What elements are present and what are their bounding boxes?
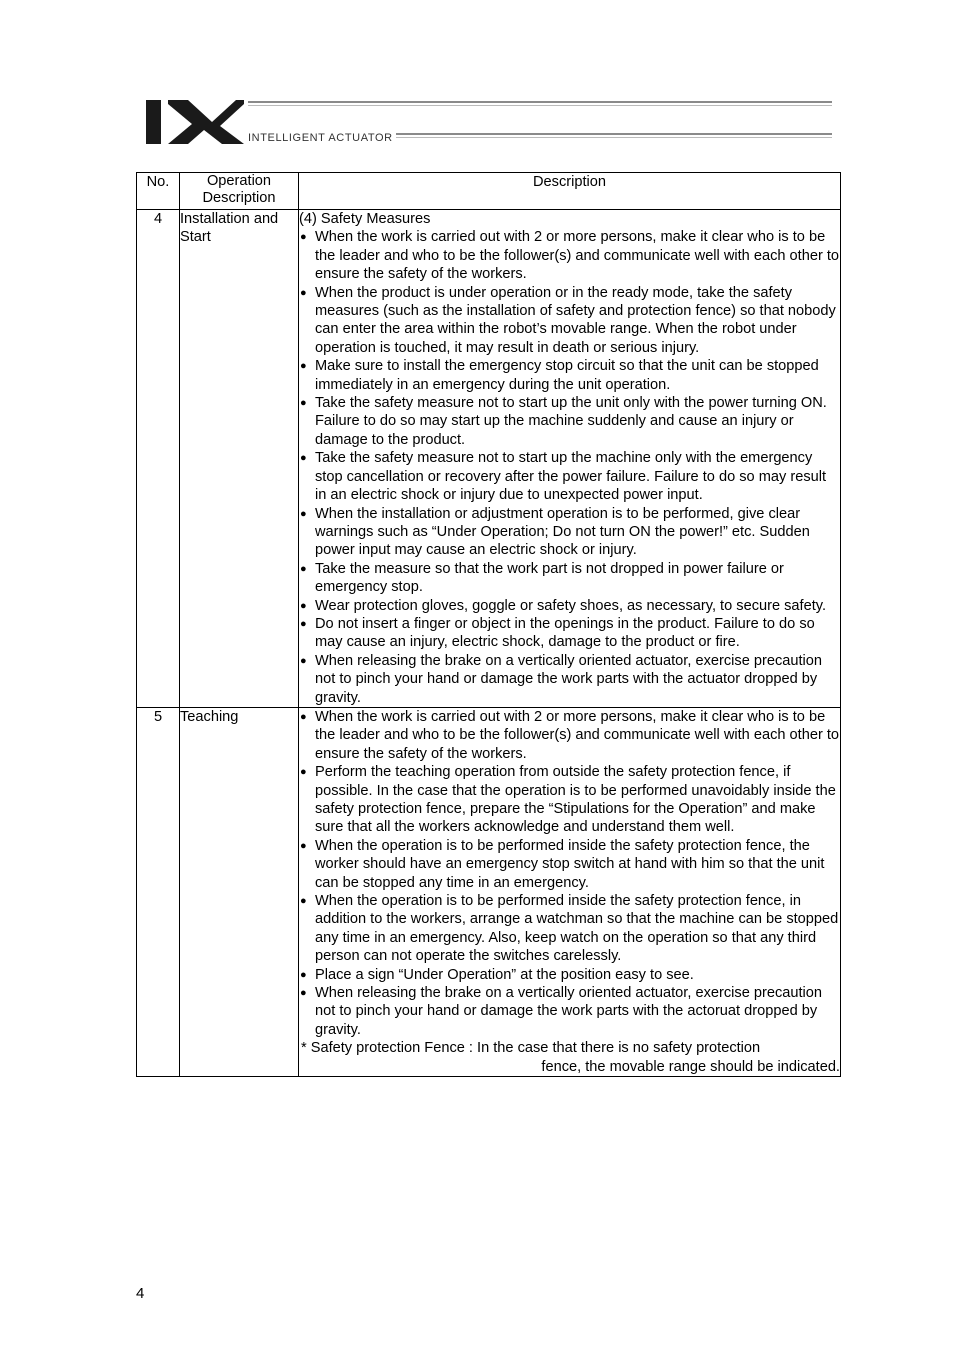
bullet-item: ● When the work is carried out with 2 or more persons, make it clear who is to be the leader and who to be the follower(s) and communicate well with each other to ensure the safety of the workers.: [299, 228, 840, 283]
table-header-row: [137, 173, 841, 210]
row-no: 4: [137, 210, 180, 708]
section-subtitle: (4) Safety Measures: [299, 211, 431, 227]
bullet-item: ● When the work is carried out with 2 or more persons, make it clear who is to be the leader and who to be the follower(s) and communicate well with each other to ensure the safety of the workers.: [299, 708, 840, 763]
header-operation: Operation Description: [180, 173, 299, 210]
bullet-item: ● When the installation or adjustment operation is to be performed, give clear warnings such as “Under Operation; Do not turn ON the power!” etc. Sudden power input may cause an electric shock or injury.: [299, 505, 840, 560]
row-no: 5: [137, 707, 180, 1076]
bullet-item: ● Make sure to install the emergency stop circuit so that the unit can be stopped immediately in an emergency during the unit operation.: [299, 357, 840, 394]
table-row: [137, 707, 841, 1076]
logo-text: INTELLIGENT ACTUATOR: [248, 132, 393, 144]
bullet-item: ● Place a sign “Under Operation” at the position easy to see.: [299, 966, 840, 984]
row-description: [299, 210, 841, 708]
bullet-item: ● When releasing the brake on a vertically oriented actuator, exercise precaution not to pinch your hand or damage the work parts with the actuator dropped by gravity.: [299, 652, 840, 707]
bullet-item: ● Take the safety measure not to start up the machine only with the emergency stop cancellation or recovery after the power failure. Failure to do so may result in an electric shock or injury due to unexpected power input.: [299, 449, 840, 504]
header-no: No.: [137, 173, 180, 210]
bullet-list: [299, 708, 840, 1039]
ix-logo-icon: [144, 96, 244, 146]
bullet-item: ● Perform the teaching operation from outside the safety protection fence, if possible. In the case that the operation is to be performed unavoidably inside the safety protection fence, prepare the “Stipulations for the Operation” and make sure that all the workers acknowledge and understand them well.: [299, 763, 840, 837]
footnote-line-1: * Safety protection Fence : In the case that there is no safety protection: [301, 1040, 761, 1057]
row-operation: Teaching: [180, 707, 299, 1076]
header-rule-bottom-thin: [396, 137, 832, 138]
bullet-item: ● Do not insert a finger or object in the openings in the product. Failure to do so may cause an injury, electric shock, damage to the product or fire.: [299, 615, 840, 652]
bullet-list: [299, 228, 840, 707]
footnote: [299, 1039, 840, 1076]
bullet-item: ● When releasing the brake on a vertically oriented actuator, exercise precaution not to pinch your hand or damage the work parts with the actoruat dropped by gravity.: [299, 984, 840, 1039]
row-description: [299, 707, 841, 1076]
page-header: [144, 96, 834, 152]
header-rule-top-thin: [248, 105, 832, 106]
header-description: Description: [299, 173, 841, 210]
footnote-line-2: fence, the movable range should be indicated.: [541, 1058, 840, 1075]
bullet-item: ● When the operation is to be performed inside the safety protection fence, in addition to the workers, arrange a watchman so that the machine can be stopped any time in an emergency. Also, keep watch on the operation so that any third person can not operate the switches carelessly.: [299, 892, 840, 966]
bullet-item: ● When the product is under operation or in the ready mode, take the safety measures (such as the installation of safety and protection fence) so that nobody can enter the area within the robot’s movable range. When the robot under operation is touched, it may result in death or serious injury.: [299, 284, 840, 358]
bullet-item: ● Wear protection gloves, goggle or safety shoes, as necessary, to secure safety.: [299, 597, 840, 615]
bullet-item: ● Take the measure so that the work part is not dropped in power failure or emergency stop.: [299, 560, 840, 597]
bullet-item: ● When the operation is to be performed inside the safety protection fence, the worker should have an emergency stop switch at hand with him so that the unit can be stopped any time in an emergency.: [299, 837, 840, 892]
row-operation: Installation and Start: [180, 210, 299, 708]
table-row: [137, 210, 841, 708]
bullet-item: ● Take the safety measure not to start up the unit only with the power turning ON. Failure to do so may start up the machine suddenly and cause an injury or damage to the product.: [299, 394, 840, 449]
page-number: 4: [136, 1285, 145, 1302]
header-rule-bottom: [396, 133, 832, 135]
safety-table: [136, 172, 841, 1077]
header-rule-top: [248, 101, 832, 103]
